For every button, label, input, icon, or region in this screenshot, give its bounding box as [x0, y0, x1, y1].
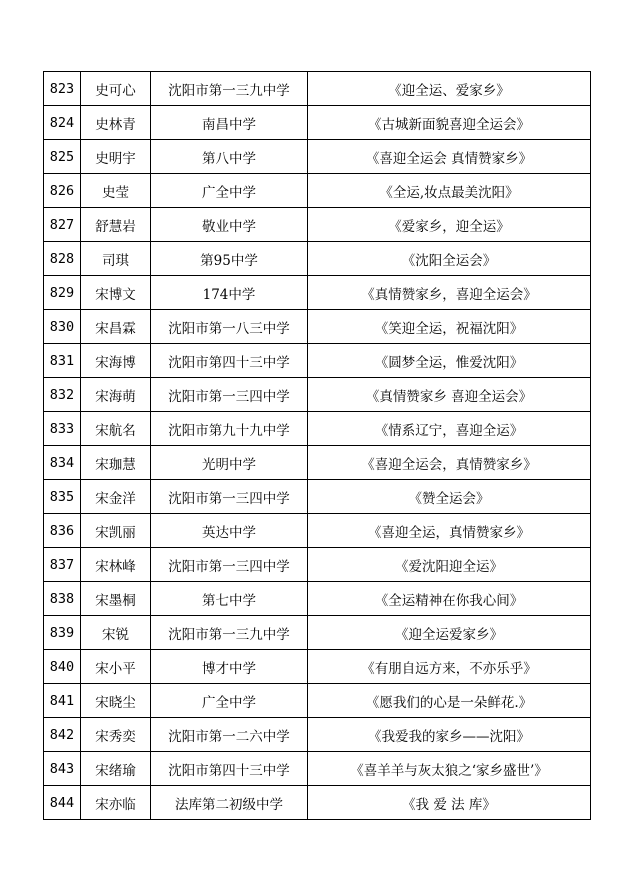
entry-number: 836	[44, 514, 81, 548]
entry-number: 826	[44, 174, 81, 208]
table-row	[44, 72, 591, 106]
table-row	[44, 786, 591, 820]
table-row	[44, 616, 591, 650]
work-title: 《情系辽宁，喜迎全运》	[308, 412, 591, 446]
table-row	[44, 242, 591, 276]
table-row	[44, 718, 591, 752]
table-row	[44, 752, 591, 786]
student-name: 宋珈慧	[81, 446, 151, 480]
roster-body	[44, 72, 591, 820]
student-name: 宋秀奕	[81, 718, 151, 752]
work-title: 《全运,妆点最美沈阳》	[308, 174, 591, 208]
entry-number: 823	[44, 72, 81, 106]
school-name: 英达中学	[151, 514, 308, 548]
work-title: 《喜迎全运会 真情赞家乡》	[308, 140, 591, 174]
work-title: 《愿我们的心是一朵鲜花.》	[308, 684, 591, 718]
entry-number: 828	[44, 242, 81, 276]
student-name: 宋博文	[81, 276, 151, 310]
school-name: 沈阳市第一三九中学	[151, 616, 308, 650]
work-title: 《迎全运爱家乡》	[308, 616, 591, 650]
work-title: 《爱家乡，迎全运》	[308, 208, 591, 242]
student-name: 宋亦临	[81, 786, 151, 820]
school-name: 沈阳市第一三四中学	[151, 480, 308, 514]
entry-number: 834	[44, 446, 81, 480]
table-row	[44, 480, 591, 514]
work-title: 《喜迎全运会，真情赞家乡》	[308, 446, 591, 480]
table-row	[44, 140, 591, 174]
student-name: 宋航名	[81, 412, 151, 446]
entry-number: 835	[44, 480, 81, 514]
school-name: 第七中学	[151, 582, 308, 616]
school-name: 沈阳市第九十九中学	[151, 412, 308, 446]
entry-number: 825	[44, 140, 81, 174]
student-name: 舒慧岩	[81, 208, 151, 242]
table-row	[44, 378, 591, 412]
entry-number: 843	[44, 752, 81, 786]
table-row	[44, 548, 591, 582]
entry-number: 827	[44, 208, 81, 242]
entry-number: 829	[44, 276, 81, 310]
entry-number: 837	[44, 548, 81, 582]
school-name: 沈阳市第四十三中学	[151, 344, 308, 378]
work-title: 《爱沈阳迎全运》	[308, 548, 591, 582]
entry-number: 832	[44, 378, 81, 412]
school-name: 174中学	[151, 276, 308, 310]
school-name: 沈阳市第四十三中学	[151, 752, 308, 786]
table-row	[44, 650, 591, 684]
student-name: 史莹	[81, 174, 151, 208]
student-name: 宋小平	[81, 650, 151, 684]
student-name: 史林青	[81, 106, 151, 140]
school-name: 沈阳市第一八三中学	[151, 310, 308, 344]
roster-table	[43, 71, 591, 820]
table-row	[44, 276, 591, 310]
school-name: 法库第二初级中学	[151, 786, 308, 820]
table-row	[44, 310, 591, 344]
table-row	[44, 582, 591, 616]
student-name: 宋海萌	[81, 378, 151, 412]
student-name: 宋凯丽	[81, 514, 151, 548]
work-title: 《我 爱 法 库》	[308, 786, 591, 820]
work-title: 《笑迎全运，祝福沈阳》	[308, 310, 591, 344]
table-row	[44, 412, 591, 446]
table-row	[44, 344, 591, 378]
work-title: 《喜羊羊与灰太狼之‘家乡盛世’》	[308, 752, 591, 786]
entry-number: 842	[44, 718, 81, 752]
student-name: 史可心	[81, 72, 151, 106]
table-row	[44, 684, 591, 718]
school-name: 沈阳市第一三四中学	[151, 548, 308, 582]
student-name: 宋锐	[81, 616, 151, 650]
student-name: 司琪	[81, 242, 151, 276]
entry-number: 833	[44, 412, 81, 446]
school-name: 沈阳市第一三九中学	[151, 72, 308, 106]
student-name: 宋墨桐	[81, 582, 151, 616]
school-name: 第95中学	[151, 242, 308, 276]
entry-number: 824	[44, 106, 81, 140]
work-title: 《古城新面貌喜迎全运会》	[308, 106, 591, 140]
work-title: 《圆梦全运，惟爱沈阳》	[308, 344, 591, 378]
school-name: 敬业中学	[151, 208, 308, 242]
entry-number: 844	[44, 786, 81, 820]
entry-number: 841	[44, 684, 81, 718]
work-title: 《有朋自远方来，不亦乐乎》	[308, 650, 591, 684]
work-title: 《真情赞家乡 喜迎全运会》	[308, 378, 591, 412]
work-title: 《全运精神在你我心间》	[308, 582, 591, 616]
student-name: 宋绪瑜	[81, 752, 151, 786]
school-name: 南昌中学	[151, 106, 308, 140]
work-title: 《赞全运会》	[308, 480, 591, 514]
school-name: 博才中学	[151, 650, 308, 684]
school-name: 第八中学	[151, 140, 308, 174]
table-row	[44, 208, 591, 242]
table-row	[44, 514, 591, 548]
entry-number: 830	[44, 310, 81, 344]
entry-number: 838	[44, 582, 81, 616]
school-name: 沈阳市第一三四中学	[151, 378, 308, 412]
entry-number: 839	[44, 616, 81, 650]
entry-number: 840	[44, 650, 81, 684]
student-name: 宋昌霖	[81, 310, 151, 344]
student-name: 宋林峰	[81, 548, 151, 582]
school-name: 广全中学	[151, 174, 308, 208]
work-title: 《沈阳全运会》	[308, 242, 591, 276]
work-title: 《真情赞家乡，喜迎全运会》	[308, 276, 591, 310]
work-title: 《迎全运、爱家乡》	[308, 72, 591, 106]
table-row	[44, 174, 591, 208]
school-name: 光明中学	[151, 446, 308, 480]
table-row	[44, 106, 591, 140]
school-name: 沈阳市第一二六中学	[151, 718, 308, 752]
entry-number: 831	[44, 344, 81, 378]
work-title: 《喜迎全运，真情赞家乡》	[308, 514, 591, 548]
school-name: 广全中学	[151, 684, 308, 718]
table-row	[44, 446, 591, 480]
student-name: 宋海博	[81, 344, 151, 378]
student-name: 宋金洋	[81, 480, 151, 514]
work-title: 《我爱我的家乡——沈阳》	[308, 718, 591, 752]
student-name: 宋晓尘	[81, 684, 151, 718]
student-name: 史明宇	[81, 140, 151, 174]
